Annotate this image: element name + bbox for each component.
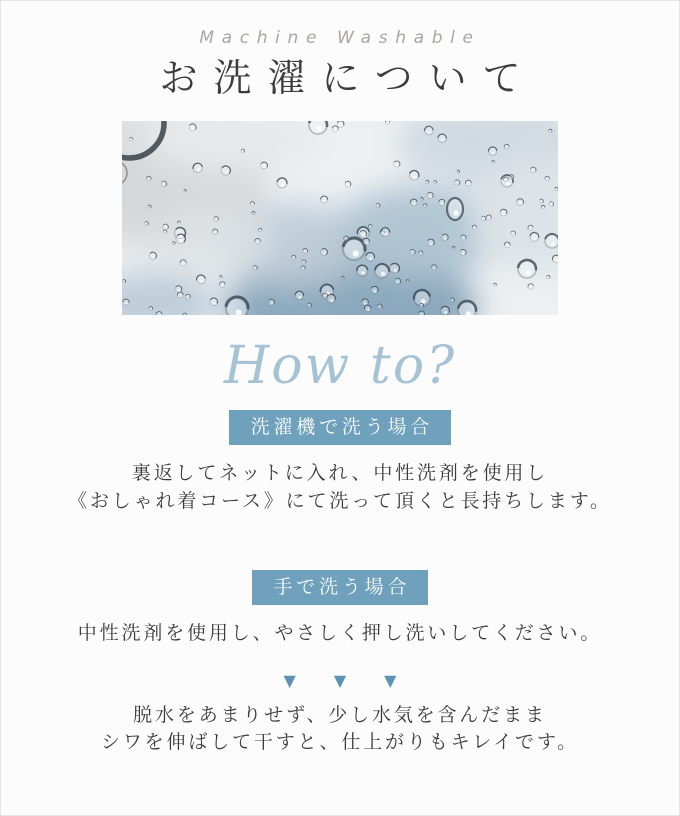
water-droplets-graphic	[122, 121, 558, 315]
down-triangle-icon: ▼	[384, 670, 397, 690]
page-title: お洗濯について	[159, 58, 537, 101]
down-triangle-icon: ▼	[333, 670, 347, 690]
howto-heading: How to?	[223, 335, 457, 396]
hand-wash-line-1: 中性洗剤を使用し、やさしく押し洗いしてください。	[77, 623, 603, 645]
drying-tip-line-2: シワを伸ばして干すと、仕上がりもキレイです。	[100, 732, 580, 754]
drying-tip-line-1: 脱水をあまりせず、少し水気を含んだまま	[133, 704, 547, 726]
hand-wash-instructions	[1, 620, 679, 648]
machine-wash-line-2: 《おしゃれ着コース》にて洗って頂くと長持ちします。	[68, 490, 612, 512]
hand-wash-label: 手で洗う場合	[252, 570, 429, 606]
machine-wash-label: 洗濯機で洗う場合	[229, 410, 451, 446]
machine-wash-instructions	[1, 460, 679, 515]
down-arrows-divider	[1, 670, 679, 690]
subtitle-english: Machine Washable	[199, 28, 481, 48]
down-triangle-icon: ▼	[283, 670, 296, 690]
water-droplets-image	[122, 121, 558, 315]
machine-wash-line-1: 裏返してネットに入れ、中性洗剤を使用し	[131, 463, 549, 485]
drying-tip	[1, 702, 679, 757]
